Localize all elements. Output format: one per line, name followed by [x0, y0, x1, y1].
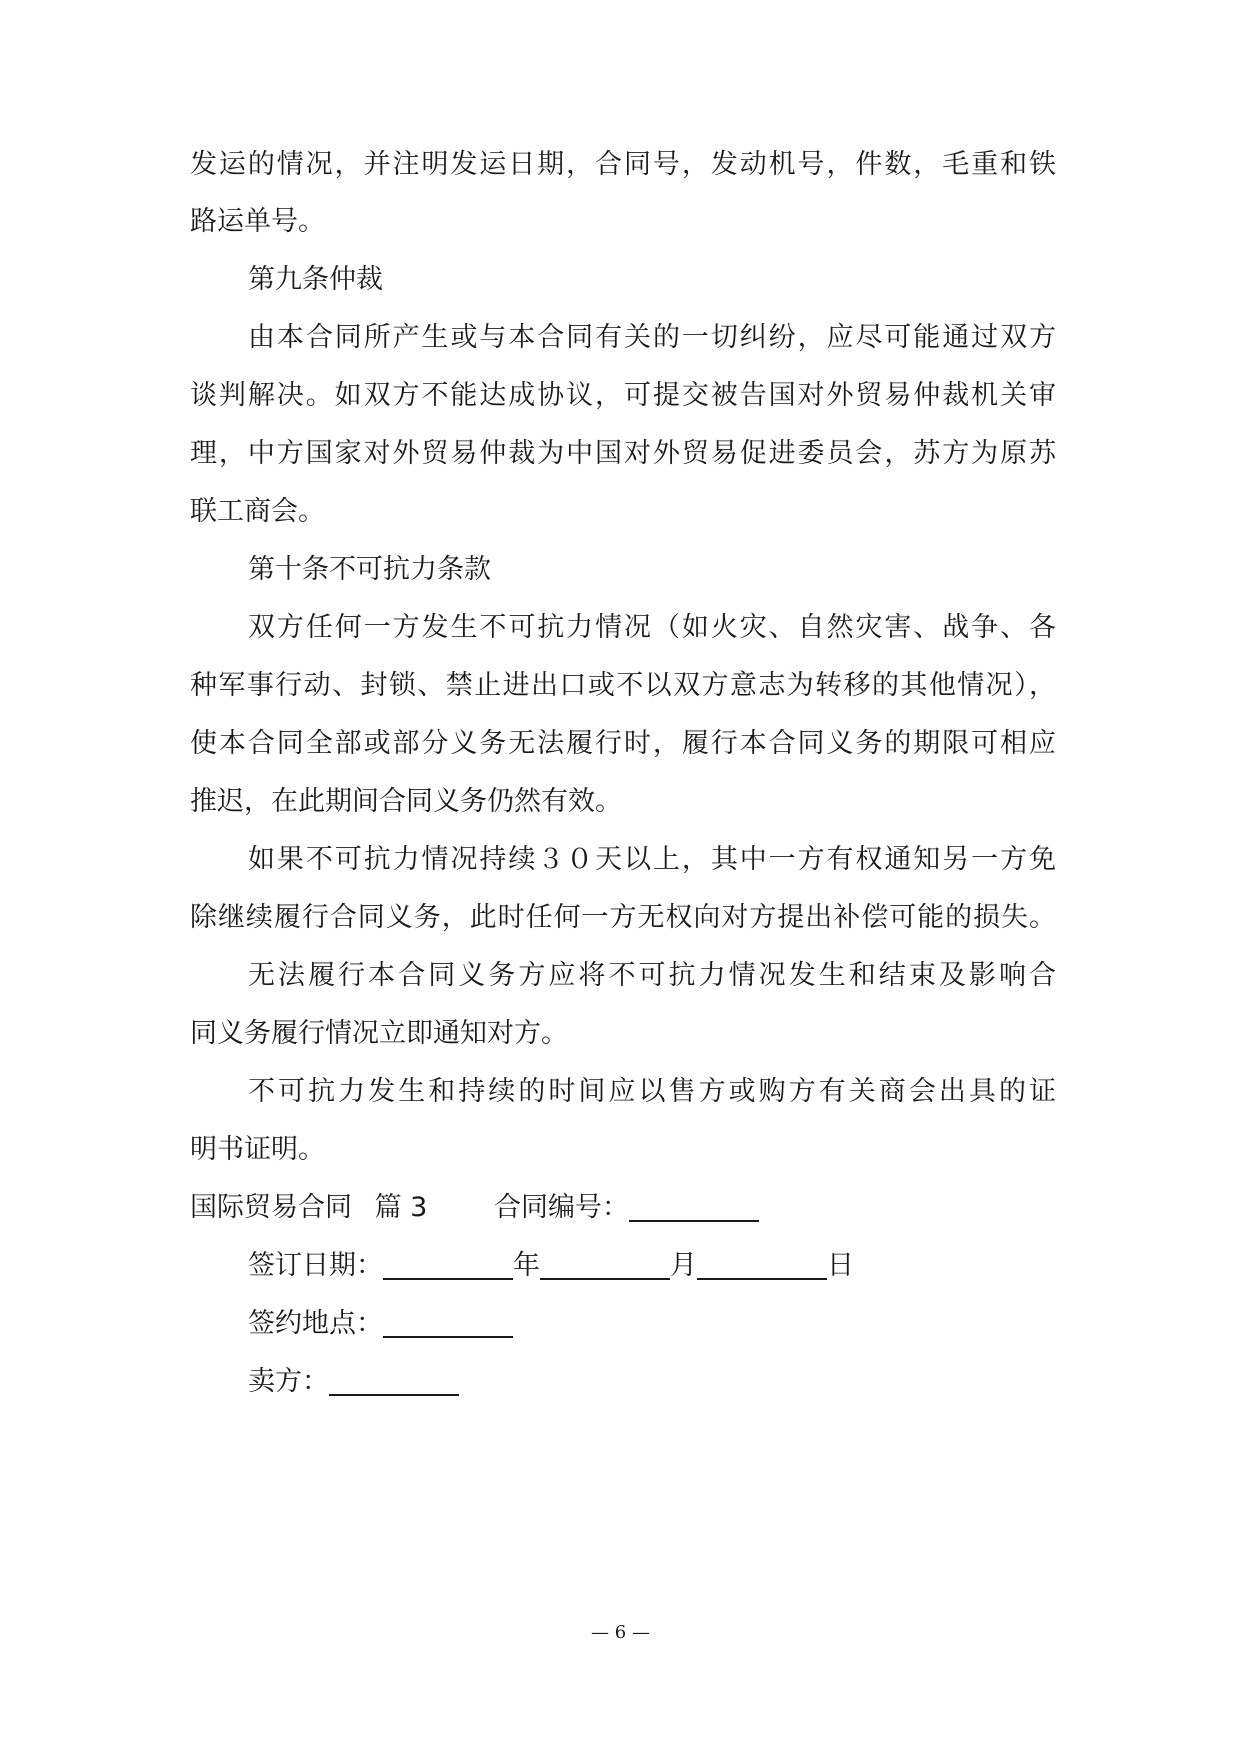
month-blank [540, 1248, 670, 1280]
seller-blank [329, 1364, 459, 1396]
day-label: 日 [827, 1250, 854, 1281]
paragraph-line: 发运的情况，并注明发运日期，合同号，发动机号，件数，毛重和铁 [190, 149, 1056, 180]
contract-3-header [190, 1188, 759, 1228]
paragraph-line: 明书证明。 [190, 1134, 325, 1165]
year-label: 年 [513, 1250, 540, 1281]
signing-place-row [248, 1304, 513, 1344]
contract-heading: 国际贸易合同 [190, 1192, 352, 1223]
day-blank [697, 1248, 827, 1280]
contract-part: 篇 3 [374, 1192, 428, 1223]
seller-label: 卖方： [248, 1366, 329, 1397]
paragraph-line: 种军事行动、封锁、禁止进出口或不以双方意志为转移的其他情况）， [190, 670, 1056, 701]
article-10-heading: 第十条不可抗力条款 [248, 554, 491, 585]
page-number: — 6 — [591, 1622, 650, 1643]
paragraph-line: 除继续履行合同义务，此时任何一方无权向对方提出补偿可能的损失。 [190, 902, 1056, 933]
paragraph-line: 联工商会。 [190, 496, 325, 527]
seller-row [248, 1362, 459, 1402]
paragraph-line: 不可抗力发生和持续的时间应以售方或购方有关商会出具的证 [248, 1076, 1056, 1107]
article-9-heading: 第九条仲裁 [248, 264, 383, 295]
contract-number-blank [629, 1190, 759, 1222]
paragraph-line: 理，中方国家对外贸易仲裁为中国对外贸易促进委员会，苏方为原苏 [190, 438, 1056, 469]
signing-date-row [248, 1246, 854, 1286]
paragraph-line: 如果不可抗力情况持续３０天以上，其中一方有权通知另一方免 [248, 844, 1056, 875]
year-blank [383, 1248, 513, 1280]
paragraph-line: 推迟，在此期间合同义务仍然有效。 [190, 786, 622, 817]
paragraph-line: 双方任何一方发生不可抗力情况（如火灾、自然灾害、战争、各 [248, 612, 1056, 643]
month-label: 月 [670, 1250, 697, 1281]
signing-place-blank [383, 1306, 513, 1338]
paragraph-line: 无法履行本合同义务方应将不可抗力情况发生和结束及影响合 [248, 960, 1056, 991]
paragraph-line: 路运单号。 [190, 206, 325, 237]
signing-date-label: 签订日期： [248, 1250, 383, 1281]
paragraph-line: 由本合同所产生或与本合同有关的一切纠纷，应尽可能通过双方 [248, 322, 1056, 353]
contract-number-label: 合同编号： [493, 1192, 629, 1223]
paragraph-line: 谈判解决。如双方不能达成协议，可提交被告国对外贸易仲裁机关审 [190, 380, 1056, 411]
paragraph-line: 使本合同全部或部分义务无法履行时，履行本合同义务的期限可相应 [190, 728, 1056, 759]
signing-place-label: 签约地点： [248, 1308, 383, 1339]
paragraph-line: 同义务履行情况立即通知对方。 [190, 1018, 568, 1049]
